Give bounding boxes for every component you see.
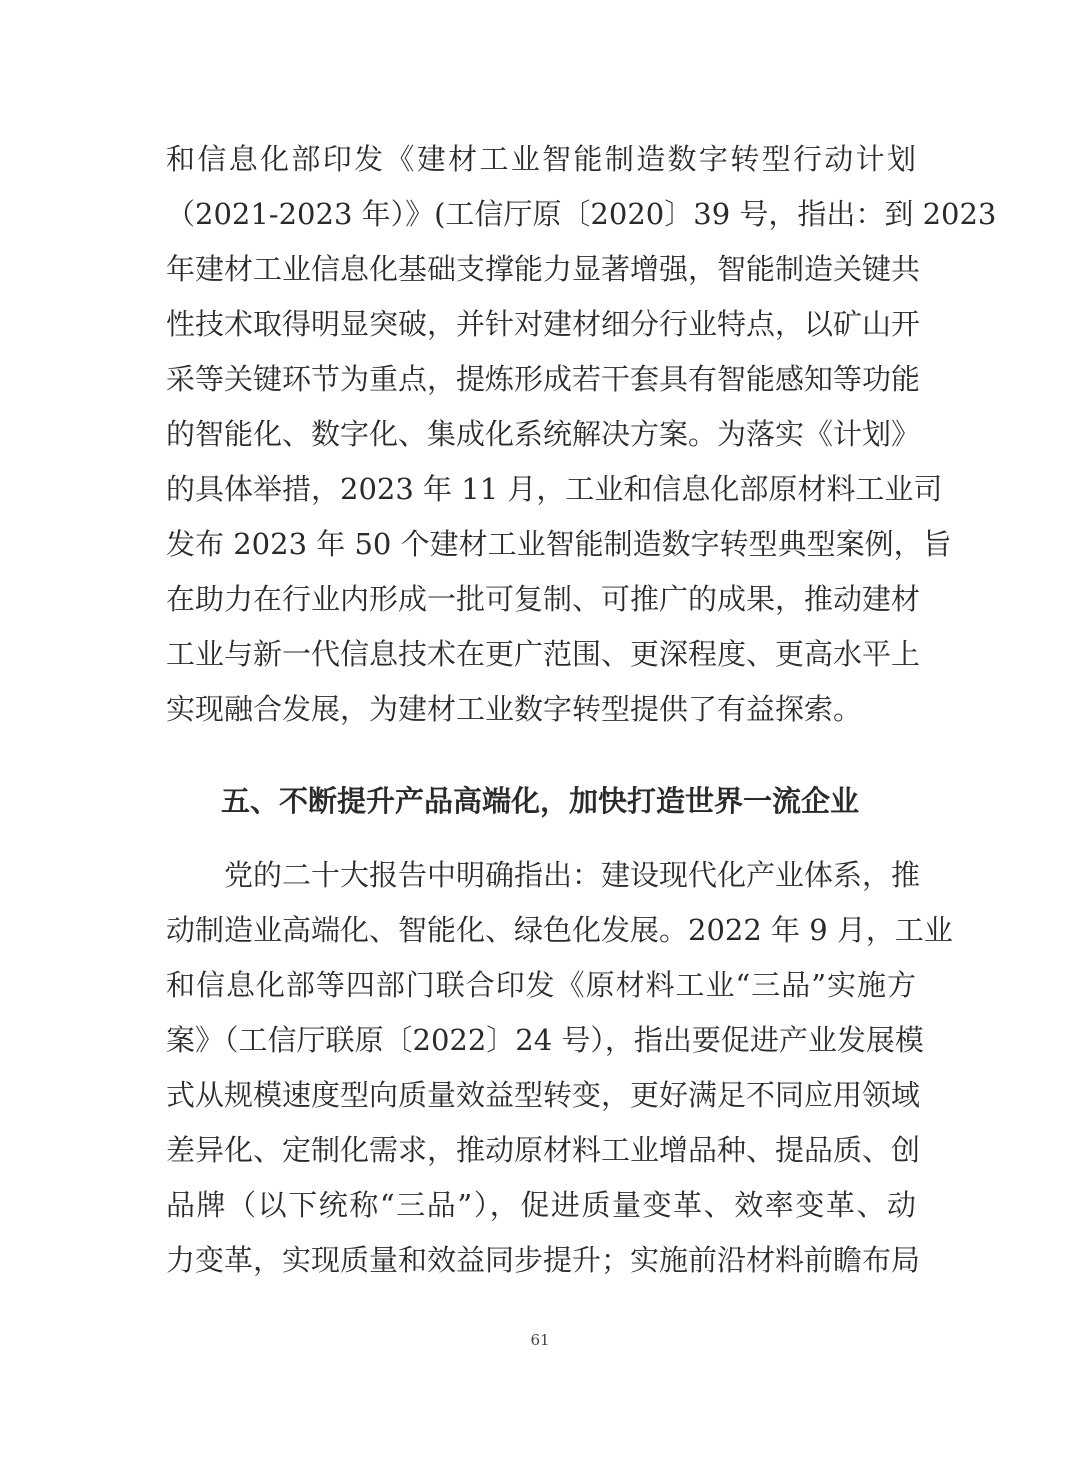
text-line: 的具体举措，2023 年 11 月，工业和信息化部原材料工业司 [166,472,943,506]
text-line: 性技术取得明显突破，并针对建材细分行业特点，以矿山开 [166,307,921,341]
page-number: 61 [530,1331,550,1349]
text-line: 党的二十大报告中明确指出：建设现代化产业体系，推 [166,858,921,892]
section-heading: 五、不断提升产品高端化，加快打造世界一流企业 [220,784,859,818]
text-line: 工业与新一代信息技术在更广范围、更深程度、更高水平上 [166,637,921,671]
text-line: 发布 2023 年 50 个建材工业智能制造数字转型典型案例，旨 [166,527,952,561]
text-line: 和信息化部等四部门联合印发《原材料工业“三品”实施方 [166,968,916,1002]
text-line: 采等关键环节为重点，提炼形成若干套具有智能感知等功能 [166,362,921,396]
text-line: 品牌（以下统称“三品”），促进质量变革、效率变革、动 [166,1188,916,1222]
text-line: 实现融合发展，为建材工业数字转型提供了有益探索。 [166,692,863,726]
text-line: 差异化、定制化需求，推动原材料工业增品种、提品质、创 [166,1133,921,1167]
text-line: 在助力在行业内形成一批可复制、可推广的成果，推动建材 [166,582,921,616]
text-line: 的智能化、数字化、集成化系统解决方案。为落实《计划》 [166,417,921,451]
text-line: 动制造业高端化、智能化、绿色化发展。2022 年 9 月，工业 [166,913,953,947]
text-line: （2021-2023 年）》(工信厅原〔2020〕39 号，指出：到 2023 [166,197,997,231]
text-line: 式从规模速度型向质量效益型转变，更好满足不同应用领域 [166,1078,921,1112]
text-line: 年建材工业信息化基础支撑能力显著增强，智能制造关键共 [166,252,921,286]
text-line: 案》（工信厅联原〔2022〕24 号），指出要促进产业发展模 [166,1023,924,1057]
text-line: 力变革，实现质量和效益同步提升；实施前沿材料前瞻布局 [166,1243,921,1277]
text-line: 和信息化部印发《建材工业智能制造数字转型行动计划 [166,142,916,176]
